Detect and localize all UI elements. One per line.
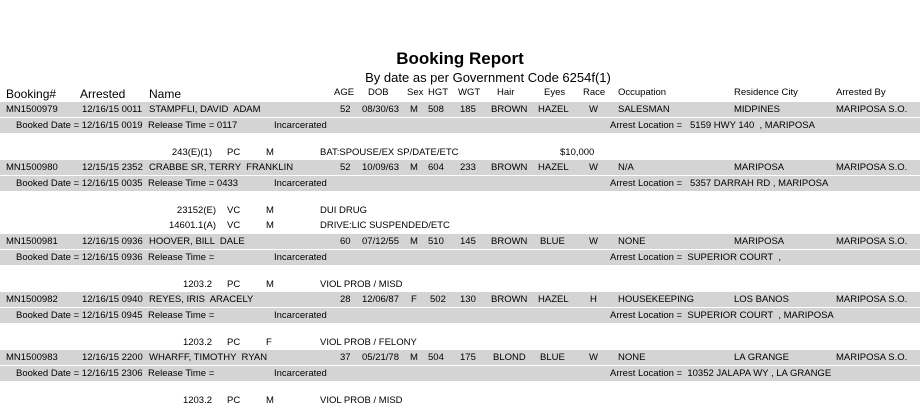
sex: M xyxy=(410,236,418,247)
occupation: NONE xyxy=(618,236,646,247)
height: 502 xyxy=(430,294,446,305)
person-name: REYES, IRIS ARACELY xyxy=(149,294,254,305)
height: 510 xyxy=(428,236,444,247)
booked-date: Booked Date = 12/16/15 0945 xyxy=(16,310,143,321)
arrested-by: MARIPOSA S.O. xyxy=(836,294,908,305)
eyes: HAZEL xyxy=(538,162,569,173)
age: 37 xyxy=(340,352,351,363)
arrested-datetime: 12/16/15 2200 xyxy=(82,352,143,363)
arrest-location: Arrest Location = SUPERIOR COURT , MARIPOSA xyxy=(610,310,834,321)
arrested-by: MARIPOSA S.O. xyxy=(836,236,908,247)
booked-date: Booked Date = 12/16/15 0019 xyxy=(16,120,143,131)
race: W xyxy=(589,104,598,115)
release-time: Release Time = xyxy=(148,368,215,379)
weight: 130 xyxy=(460,294,476,305)
booking-number: MN1500983 xyxy=(6,352,58,363)
charge-description: VIOL PROB / MISD xyxy=(320,395,403,406)
weight: 233 xyxy=(460,162,476,173)
hair: BROWN xyxy=(491,104,528,115)
person-name: CRABBE SR, TERRY FRANKLIN xyxy=(149,162,294,173)
charge-code: 1203.2 xyxy=(182,395,212,406)
charge-description: VIOL PROB / FELONY xyxy=(320,337,417,348)
age: 52 xyxy=(340,104,351,115)
header-dob: DOB xyxy=(368,87,389,98)
charge-type: PC xyxy=(227,395,241,406)
header-eyes: Eyes xyxy=(544,87,566,98)
charge-code: 1203.2 xyxy=(182,279,212,290)
charge-level: M xyxy=(266,395,274,406)
booking-number: MN1500982 xyxy=(6,294,58,305)
residence-city: LOS BANOS xyxy=(734,294,789,305)
header-hgt: HGT xyxy=(428,87,449,98)
header-booking: Booking# xyxy=(6,87,57,101)
report-subtitle: By date as per Government Code 6254f(1) xyxy=(365,70,611,85)
header-wgt: WGT xyxy=(458,87,481,98)
eyes: BLUE xyxy=(540,236,565,247)
race: H xyxy=(590,294,597,305)
custody-status: Incarcerated xyxy=(274,310,327,321)
sex: M xyxy=(410,162,418,173)
occupation: HOUSEKEEPING xyxy=(618,294,695,305)
header-occupation: Occupation xyxy=(618,87,667,98)
hair: BROWN xyxy=(491,162,528,173)
custody-status: Incarcerated xyxy=(274,252,327,263)
arrested-datetime: 12/16/15 0940 xyxy=(82,294,143,305)
booking-number: MN1500980 xyxy=(6,162,58,173)
booking-number: MN1500981 xyxy=(6,236,58,247)
booked-date: Booked Date = 12/16/15 0936 xyxy=(16,252,143,263)
weight: 145 xyxy=(460,236,476,247)
header-hair: Hair xyxy=(497,87,515,98)
header-arrested-by: Arrested By xyxy=(836,87,886,98)
dob: 12/06/87 xyxy=(362,294,399,305)
charge-level: M xyxy=(266,147,274,158)
occupation: N/A xyxy=(618,162,634,173)
release-time: Release Time = 0117 xyxy=(148,120,238,131)
hair: BLOND xyxy=(493,352,526,363)
weight: 185 xyxy=(460,104,476,115)
release-time: Release Time = 0433 xyxy=(148,178,239,189)
charge-level: M xyxy=(266,220,274,231)
charge-code: 243(E)(1) xyxy=(171,147,212,158)
charge-code: 14601.1(A) xyxy=(168,220,216,231)
residence-city: MARIPOSA xyxy=(734,162,785,173)
height: 508 xyxy=(428,104,444,115)
header-sex: Sex xyxy=(407,87,424,98)
arrest-location: Arrest Location = SUPERIOR COURT , xyxy=(610,252,781,263)
eyes: HAZEL xyxy=(538,104,569,115)
dob: 08/30/63 xyxy=(362,104,399,115)
dob: 05/21/78 xyxy=(362,352,399,363)
age: 28 xyxy=(340,294,351,305)
report-title: Booking Report xyxy=(396,49,524,68)
charge-code: 23152(E) xyxy=(176,205,216,216)
height: 604 xyxy=(428,162,444,173)
residence-city: LA GRANGE xyxy=(734,352,789,363)
occupation: SALESMAN xyxy=(618,104,670,115)
arrested-by: MARIPOSA S.O. xyxy=(836,104,908,115)
weight: 175 xyxy=(460,352,476,363)
arrested-by: MARIPOSA S.O. xyxy=(836,352,908,363)
race: W xyxy=(589,236,598,247)
charge-code: 1203.2 xyxy=(182,337,212,348)
person-name: WHARFF, TIMOTHY RYAN xyxy=(149,352,268,363)
custody-status: Incarcerated xyxy=(274,120,327,131)
booked-date: Booked Date = 12/16/15 0035 xyxy=(16,178,143,189)
charge-description: BAT:SPOUSE/EX SP/DATE/ETC xyxy=(320,147,459,158)
sex: F xyxy=(411,294,417,305)
race: W xyxy=(589,352,598,363)
arrest-location: Arrest Location = 5357 DARRAH RD , MARIPOSA xyxy=(610,178,829,189)
occupation: NONE xyxy=(618,352,646,363)
sex: M xyxy=(410,104,418,115)
booked-date: Booked Date = 12/16/15 2306 xyxy=(16,368,143,379)
charge-type: PC xyxy=(227,279,241,290)
header-race: Race xyxy=(583,87,606,98)
custody-status: Incarcerated xyxy=(274,368,327,379)
age: 52 xyxy=(340,162,351,173)
charge-level: M xyxy=(266,279,274,290)
residence-city: MARIPOSA xyxy=(734,236,785,247)
release-time: Release Time = xyxy=(148,310,215,321)
custody-status: Incarcerated xyxy=(274,178,327,189)
charge-description: VIOL PROB / MISD xyxy=(320,279,403,290)
eyes: HAZEL xyxy=(538,294,569,305)
charge-type: VC xyxy=(227,220,241,231)
dob: 07/12/55 xyxy=(362,236,399,247)
dob: 10/09/63 xyxy=(362,162,399,173)
race: W xyxy=(589,162,598,173)
arrested-datetime: 12/16/15 0936 xyxy=(82,236,143,247)
charge-description: DRIVE:LIC SUSPENDED/ETC xyxy=(320,220,450,231)
charge-level: M xyxy=(266,205,274,216)
bail-amount: $10,000 xyxy=(560,147,595,158)
hair: BROWN xyxy=(491,236,528,247)
header-arrested: Arrested xyxy=(80,87,126,101)
arrested-by: MARIPOSA S.O. xyxy=(836,162,908,173)
person-name: STAMPFLI, DAVID ADAM xyxy=(149,104,261,115)
sex: M xyxy=(410,352,418,363)
header-residence-city: Residence City xyxy=(734,87,798,98)
residence-city: MIDPINES xyxy=(734,104,780,115)
eyes: BLUE xyxy=(540,352,565,363)
header-age: AGE xyxy=(334,87,355,98)
arrested-datetime: 12/16/15 0011 xyxy=(82,104,143,115)
release-time: Release Time = xyxy=(148,252,215,263)
arrested-datetime: 12/15/15 2352 xyxy=(82,162,143,173)
arrest-location: Arrest Location = 5159 HWY 140 , MARIPOSA xyxy=(610,120,815,131)
hair: BROWN xyxy=(491,294,528,305)
booking-number: MN1500979 xyxy=(6,104,58,115)
header-name: Name xyxy=(149,87,182,101)
charge-type: PC xyxy=(227,147,241,158)
charge-type: VC xyxy=(227,205,241,216)
charge-type: PC xyxy=(227,337,241,348)
charge-description: DUI DRUG xyxy=(320,205,367,216)
person-name: HOOVER, BILL DALE xyxy=(149,236,245,247)
charge-level: F xyxy=(266,337,272,348)
arrest-location: Arrest Location = 10352 JALAPA WY , LA GRANGE xyxy=(610,368,832,379)
age: 60 xyxy=(340,236,351,247)
height: 504 xyxy=(428,352,444,363)
